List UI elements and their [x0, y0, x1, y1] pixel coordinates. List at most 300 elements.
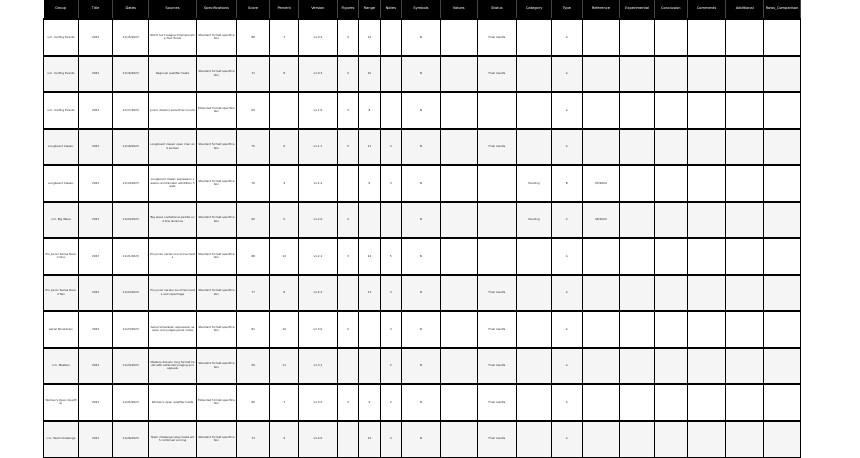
cell-values[interactable] [440, 129, 477, 166]
cell-range[interactable]: 9 [359, 384, 380, 421]
cell-rows-comparison[interactable] [764, 56, 801, 93]
spreadsheet [43, 0, 801, 450]
cell-values[interactable] [440, 275, 477, 312]
cell-conclusion[interactable] [654, 129, 687, 166]
cell-dates[interactable]: 11/19/2023 [113, 165, 149, 202]
cell-version[interactable]: v1.0.3 [298, 56, 337, 93]
cell-version[interactable]: v1.3.2 [298, 384, 337, 421]
cell-range[interactable]: 13 [359, 275, 380, 312]
column-header[interactable]: Version [298, 0, 337, 19]
cell-title[interactable]: 2023 [78, 421, 113, 458]
cell-additional[interactable] [726, 348, 764, 385]
cell-specs[interactable]: Standard format specification [196, 348, 236, 385]
cell-title[interactable]: 2023 [78, 92, 113, 129]
cell-symbols[interactable]: N [402, 92, 441, 129]
cell-symbols[interactable]: N [402, 165, 441, 202]
cell-category[interactable] [517, 311, 552, 348]
cell-additional[interactable] [726, 421, 764, 458]
cell-sources[interactable]: Regional qualifier heats [149, 56, 197, 93]
cell-specs[interactable]: Standard format specification [196, 421, 236, 458]
cell-range[interactable]: 11 [359, 129, 380, 166]
cell-range[interactable]: 12 [359, 19, 380, 56]
cell-group[interactable]: v.m. Surfing Events [44, 92, 79, 129]
cell-range[interactable] [359, 311, 380, 348]
cell-status[interactable]: Final results [477, 56, 517, 93]
data-table [43, 0, 801, 458]
cell-comments[interactable] [687, 92, 726, 129]
cell-title[interactable]: 2023 [78, 238, 113, 275]
cell-status[interactable]: Final results [477, 384, 517, 421]
cell-percent[interactable]: 6 [270, 129, 299, 166]
cell-score[interactable]: 68 [236, 238, 270, 275]
column-header[interactable]: Comments [687, 0, 726, 19]
cell-category[interactable]: Pending [517, 202, 552, 239]
column-header[interactable]: Group [44, 0, 79, 19]
cell-figures[interactable] [337, 421, 358, 458]
cell-conclusion[interactable] [654, 311, 687, 348]
cell-notes[interactable]: 2 [380, 384, 401, 421]
column-header[interactable]: Score [236, 0, 270, 19]
cell-dates[interactable]: 11/20/2023 [113, 202, 149, 239]
cell-reference[interactable] [582, 275, 620, 312]
cell-values[interactable] [440, 311, 477, 348]
cell-category[interactable] [517, 384, 552, 421]
cell-conclusion[interactable] [654, 165, 687, 202]
cell-percent[interactable]: 10 [270, 311, 299, 348]
cell-range[interactable] [359, 348, 380, 385]
cell-status[interactable] [477, 202, 517, 239]
cell-values[interactable] [440, 202, 477, 239]
cell-conclusion[interactable] [654, 421, 687, 458]
table-row [44, 92, 801, 129]
cell-status[interactable]: Final results [477, 348, 517, 385]
cell-experimental[interactable] [620, 275, 655, 312]
column-header[interactable]: Rows_Comparison [764, 0, 801, 19]
cell-reference[interactable] [582, 56, 620, 93]
cell-status[interactable] [477, 92, 517, 129]
cell-range[interactable]: 10 [359, 56, 380, 93]
cell-status[interactable]: Final results [477, 311, 517, 348]
cell-category[interactable]: Pending [517, 165, 552, 202]
cell-type[interactable]: A [551, 56, 582, 93]
cell-comments[interactable] [687, 275, 726, 312]
cell-notes[interactable]: 5 [380, 238, 401, 275]
cell-symbols[interactable]: N [402, 238, 441, 275]
cell-dates[interactable]: 11/17/2023 [113, 92, 149, 129]
cell-reference[interactable] [582, 421, 620, 458]
cell-percent[interactable]: 12 [270, 238, 299, 275]
column-header[interactable]: Conclusion [654, 0, 687, 19]
cell-version[interactable]: v1.1.1 [298, 129, 337, 166]
cell-type[interactable]: A [551, 275, 582, 312]
cell-score[interactable]: 75 [236, 129, 270, 166]
cell-specs[interactable]: Standard format specification [196, 129, 236, 166]
cell-group[interactable]: Aerial Showdown [44, 311, 79, 348]
cell-figures[interactable]: 3 [337, 384, 358, 421]
cell-score[interactable]: 64 [236, 92, 270, 129]
column-header[interactable]: Additional [726, 0, 764, 19]
cell-notes[interactable] [380, 56, 401, 93]
table-row [44, 165, 801, 202]
cell-figures[interactable]: 3 [337, 238, 358, 275]
cell-additional[interactable] [726, 275, 764, 312]
cell-reference[interactable] [582, 19, 620, 56]
cell-conclusion[interactable] [654, 384, 687, 421]
cell-sources[interactable]: Pro junior series round one heats [149, 238, 197, 275]
cell-group[interactable]: Longboard Classic [44, 165, 79, 202]
cell-type[interactable]: A [551, 92, 582, 129]
cell-experimental[interactable] [620, 56, 655, 93]
cell-experimental[interactable] [620, 92, 655, 129]
cell-rows-comparison[interactable] [764, 129, 801, 166]
cell-category[interactable] [517, 238, 552, 275]
cell-comments[interactable] [687, 421, 726, 458]
cell-group[interactable]: v.m. Surfing Events [44, 19, 79, 56]
cell-type[interactable]: A [551, 421, 582, 458]
column-header[interactable]: Type [551, 0, 582, 19]
cell-reference[interactable]: 06/2024 [582, 202, 620, 239]
cell-percent[interactable]: 5 [270, 202, 299, 239]
cell-notes[interactable]: 4 [380, 275, 401, 312]
cell-specs[interactable]: Standard format specification [196, 19, 236, 56]
cell-figures[interactable] [337, 348, 358, 385]
cell-score[interactable]: 81 [236, 311, 270, 348]
cell-notes[interactable]: 3 [380, 311, 401, 348]
column-header[interactable]: Notes [380, 0, 401, 19]
cell-sources[interactable]: Longboard classic expression session and tandem exhibition heats [149, 165, 197, 202]
cell-additional[interactable] [726, 129, 764, 166]
cell-symbols[interactable]: N [402, 384, 441, 421]
cell-percent[interactable] [270, 92, 299, 129]
cell-conclusion[interactable] [654, 202, 687, 239]
cell-sources[interactable]: Big wave invitational paddle and tow divisions [149, 202, 197, 239]
cell-symbols[interactable]: N [402, 348, 441, 385]
column-header[interactable]: Figures [337, 0, 358, 19]
cell-experimental[interactable] [620, 202, 655, 239]
cell-sources[interactable]: Aerial showdown expression session and judges panel notes [149, 311, 197, 348]
cell-version[interactable]: v1.3.1 [298, 348, 337, 385]
cell-score[interactable]: 59 [236, 348, 270, 385]
cell-dates[interactable]: 11/15/2023 [113, 19, 149, 56]
cell-version[interactable]: v1.0.2 [298, 19, 337, 56]
cell-category[interactable] [517, 19, 552, 56]
cell-notes[interactable]: 2 [380, 348, 401, 385]
cell-range[interactable]: 14 [359, 238, 380, 275]
cell-comments[interactable] [687, 19, 726, 56]
cell-symbols[interactable]: N [402, 311, 441, 348]
cell-version[interactable]: v1.2.0 [298, 202, 337, 239]
cell-comments[interactable] [687, 348, 726, 385]
cell-version[interactable]: v1.2.2 [298, 275, 337, 312]
cell-group[interactable]: Longboard Classic [44, 129, 79, 166]
cell-notes[interactable] [380, 19, 401, 56]
cell-values[interactable] [440, 19, 477, 56]
cell-title[interactable]: 2023 [78, 384, 113, 421]
cell-sources[interactable]: Masters division long format heats with extended judging and appeals [149, 348, 197, 385]
column-header[interactable]: Percent [270, 0, 299, 19]
cell-sources[interactable]: Women's open qualifier heats [149, 384, 197, 421]
cell-experimental[interactable] [620, 165, 655, 202]
cell-dates[interactable]: 11/26/2023 [113, 421, 149, 458]
table-row [44, 129, 801, 166]
cell-type[interactable]: B [551, 165, 582, 202]
cell-range[interactable]: 8 [359, 92, 380, 129]
cell-symbols[interactable]: N [402, 275, 441, 312]
cell-specs[interactable]: Extended format specification [196, 92, 236, 129]
cell-comments[interactable] [687, 384, 726, 421]
cell-reference[interactable] [582, 129, 620, 166]
cell-symbols[interactable]: N [402, 56, 441, 93]
column-header[interactable]: Sources [149, 0, 197, 19]
cell-version[interactable]: v1.3.0 [298, 311, 337, 348]
cell-experimental[interactable] [620, 384, 655, 421]
cell-status[interactable] [477, 165, 517, 202]
cell-title[interactable]: 2023 [78, 56, 113, 93]
cell-additional[interactable] [726, 92, 764, 129]
cell-reference[interactable] [582, 384, 620, 421]
cell-group[interactable]: Pro Junior Series Round Two [44, 275, 79, 312]
cell-title[interactable]: 2023 [78, 202, 113, 239]
cell-type[interactable]: A [551, 311, 582, 348]
cell-sources[interactable]: Team challenge relay heats with combined scoring [149, 421, 197, 458]
cell-comments[interactable] [687, 129, 726, 166]
cell-figures[interactable]: 2 [337, 311, 358, 348]
cell-values[interactable] [440, 238, 477, 275]
cell-values[interactable] [440, 348, 477, 385]
cell-reference[interactable] [582, 348, 620, 385]
cell-percent[interactable]: 9 [270, 421, 299, 458]
cell-specs[interactable]: Standard format specification [196, 56, 236, 93]
table-row [44, 202, 801, 239]
cell-conclusion[interactable] [654, 238, 687, 275]
cell-title[interactable]: 2023 [78, 19, 113, 56]
cell-dates[interactable]: 11/25/2023 [113, 384, 149, 421]
column-header[interactable]: Title [78, 0, 113, 19]
cell-version[interactable]: v1.1.0 [298, 92, 337, 129]
cell-title[interactable]: 2023 [78, 275, 113, 312]
cell-conclusion[interactable] [654, 56, 687, 93]
cell-dates[interactable]: 11/24/2023 [113, 348, 149, 385]
cell-range[interactable] [359, 202, 380, 239]
cell-experimental[interactable] [620, 238, 655, 275]
cell-percent[interactable]: 7 [270, 19, 299, 56]
cell-values[interactable] [440, 92, 477, 129]
cell-category[interactable] [517, 275, 552, 312]
cell-reference[interactable] [582, 238, 620, 275]
cell-rows-comparison[interactable] [764, 348, 801, 385]
cell-conclusion[interactable] [654, 19, 687, 56]
cell-category[interactable] [517, 348, 552, 385]
cell-category[interactable] [517, 129, 552, 166]
cell-comments[interactable] [687, 238, 726, 275]
cell-title[interactable]: 2023 [78, 165, 113, 202]
column-header[interactable]: Values [440, 0, 477, 19]
cell-notes[interactable]: 3 [380, 165, 401, 202]
cell-specs[interactable]: Extended format specification [196, 384, 236, 421]
cell-figures[interactable]: 2 [337, 56, 358, 93]
cell-sources[interactable]: Junior division semi-final rounds [149, 92, 197, 129]
cell-comments[interactable] [687, 165, 726, 202]
cell-group[interactable]: v.m. Surfing Events [44, 56, 79, 93]
cell-rows-comparison[interactable] [764, 92, 801, 129]
column-header[interactable]: Experimental [620, 0, 655, 19]
cell-additional[interactable] [726, 19, 764, 56]
cell-type[interactable]: A [551, 238, 582, 275]
cell-percent[interactable]: 9 [270, 165, 299, 202]
cell-sources[interactable]: Longboard classic open men and women [149, 129, 197, 166]
cell-type[interactable]: C [551, 202, 582, 239]
cell-notes[interactable] [380, 92, 401, 129]
cell-specs[interactable]: Standard format specification [196, 275, 236, 312]
cell-additional[interactable] [726, 202, 764, 239]
cell-dates[interactable]: 11/22/2023 [113, 275, 149, 312]
cell-conclusion[interactable] [654, 92, 687, 129]
column-header[interactable]: Category [517, 0, 552, 19]
cell-score[interactable]: 70 [236, 165, 270, 202]
cell-group[interactable]: Women's Open Qualifier [44, 384, 79, 421]
cell-sources[interactable]: Pro junior series round two heats and repechage [149, 275, 197, 312]
cell-percent[interactable]: 8 [270, 275, 299, 312]
cell-score[interactable]: 66 [236, 384, 270, 421]
cell-experimental[interactable] [620, 421, 655, 458]
table-row [44, 384, 801, 421]
cell-dates[interactable]: 11/16/2023 [113, 56, 149, 93]
cell-rows-comparison[interactable] [764, 238, 801, 275]
cell-percent[interactable]: 7 [270, 384, 299, 421]
cell-figures[interactable]: 4 [337, 202, 358, 239]
cell-score[interactable]: 88 [236, 19, 270, 56]
cell-type[interactable]: A [551, 384, 582, 421]
cell-rows-comparison[interactable] [764, 384, 801, 421]
cell-values[interactable] [440, 384, 477, 421]
cell-conclusion[interactable] [654, 275, 687, 312]
column-header[interactable]: Status [477, 0, 517, 19]
cell-specs[interactable]: Standard format specification [196, 311, 236, 348]
cell-figures[interactable] [337, 165, 358, 202]
cell-reference[interactable]: 05/2024 [582, 165, 620, 202]
cell-category[interactable] [517, 92, 552, 129]
cell-reference[interactable] [582, 311, 620, 348]
cell-version[interactable]: v1.4.0 [298, 421, 337, 458]
cell-dates[interactable]: 11/18/2023 [113, 129, 149, 166]
cell-additional[interactable] [726, 56, 764, 93]
cell-rows-comparison[interactable] [764, 311, 801, 348]
cell-additional[interactable] [726, 165, 764, 202]
cell-experimental[interactable] [620, 348, 655, 385]
cell-additional[interactable] [726, 384, 764, 421]
column-header[interactable]: Reference [582, 0, 620, 19]
cell-notes[interactable]: 4 [380, 129, 401, 166]
cell-experimental[interactable] [620, 19, 655, 56]
column-header[interactable]: Specifications [196, 0, 236, 19]
cell-type[interactable]: A [551, 129, 582, 166]
cell-symbols[interactable]: N [402, 421, 441, 458]
table-row [44, 275, 801, 312]
cell-conclusion[interactable] [654, 348, 687, 385]
cell-comments[interactable] [687, 56, 726, 93]
cell-range[interactable]: 6 [359, 165, 380, 202]
column-header[interactable]: Dates [113, 0, 149, 19]
cell-figures[interactable]: 5 [337, 129, 358, 166]
cell-reference[interactable] [582, 92, 620, 129]
cell-notes[interactable]: 4 [380, 421, 401, 458]
cell-version[interactable]: v1.1.2 [298, 165, 337, 202]
table-row [44, 348, 801, 385]
cell-title[interactable]: 2023 [78, 348, 113, 385]
cell-range[interactable]: 12 [359, 421, 380, 458]
cell-score[interactable]: 62 [236, 202, 270, 239]
cell-additional[interactable] [726, 238, 764, 275]
cell-specs[interactable]: Standard format specification [196, 238, 236, 275]
table-row [44, 421, 801, 458]
cell-dates[interactable]: 11/23/2023 [113, 311, 149, 348]
cell-values[interactable] [440, 56, 477, 93]
cell-status[interactable]: Final results [477, 129, 517, 166]
cell-title[interactable]: 2023 [78, 129, 113, 166]
cell-status[interactable]: Final results [477, 275, 517, 312]
cell-values[interactable] [440, 165, 477, 202]
header-row [44, 0, 801, 19]
cell-figures[interactable]: 3 [337, 92, 358, 129]
cell-type[interactable]: A [551, 348, 582, 385]
cell-sources[interactable]: World Surf League Championship Tour finals [149, 19, 197, 56]
cell-comments[interactable] [687, 311, 726, 348]
table-row [44, 19, 801, 56]
cell-comments[interactable] [687, 202, 726, 239]
cell-percent[interactable]: 8 [270, 56, 299, 93]
cell-score[interactable]: 77 [236, 275, 270, 312]
cell-symbols[interactable]: N [402, 129, 441, 166]
cell-title[interactable]: 2023 [78, 311, 113, 348]
cell-category[interactable] [517, 421, 552, 458]
cell-symbols[interactable]: N [402, 202, 441, 239]
cell-experimental[interactable] [620, 311, 655, 348]
cell-type[interactable]: A [551, 19, 582, 56]
cell-figures[interactable]: 4 [337, 19, 358, 56]
cell-status[interactable] [477, 238, 517, 275]
cell-category[interactable] [517, 56, 552, 93]
cell-group[interactable]: v.m. Big Wave [44, 202, 79, 239]
cell-score[interactable]: 71 [236, 56, 270, 93]
cell-percent[interactable]: 11 [270, 348, 299, 385]
cell-status[interactable]: Final results [477, 421, 517, 458]
cell-score[interactable]: 73 [236, 421, 270, 458]
table-body [44, 19, 801, 457]
column-header[interactable]: Range [359, 0, 380, 19]
cell-group[interactable]: Pro Junior Series Round One [44, 238, 79, 275]
cell-group[interactable]: v.m. Team Challenge [44, 421, 79, 458]
cell-values[interactable] [440, 421, 477, 458]
cell-rows-comparison[interactable] [764, 19, 801, 56]
cell-notes[interactable] [380, 202, 401, 239]
cell-figures[interactable] [337, 275, 358, 312]
cell-version[interactable]: v1.2.1 [298, 238, 337, 275]
cell-experimental[interactable] [620, 129, 655, 166]
cell-rows-comparison[interactable] [764, 421, 801, 458]
cell-specs[interactable]: Standard format specification [196, 202, 236, 239]
cell-dates[interactable]: 11/21/2023 [113, 238, 149, 275]
column-header[interactable]: Symbols [402, 0, 441, 19]
cell-status[interactable]: Final results [477, 19, 517, 56]
table-row [44, 311, 801, 348]
cell-additional[interactable] [726, 311, 764, 348]
cell-group[interactable]: v.m. Masters [44, 348, 79, 385]
cell-rows-comparison[interactable] [764, 275, 801, 312]
cell-rows-comparison[interactable] [764, 202, 801, 239]
cell-symbols[interactable]: N [402, 19, 441, 56]
cell-rows-comparison[interactable] [764, 165, 801, 202]
cell-specs[interactable]: Standard format specification [196, 165, 236, 202]
